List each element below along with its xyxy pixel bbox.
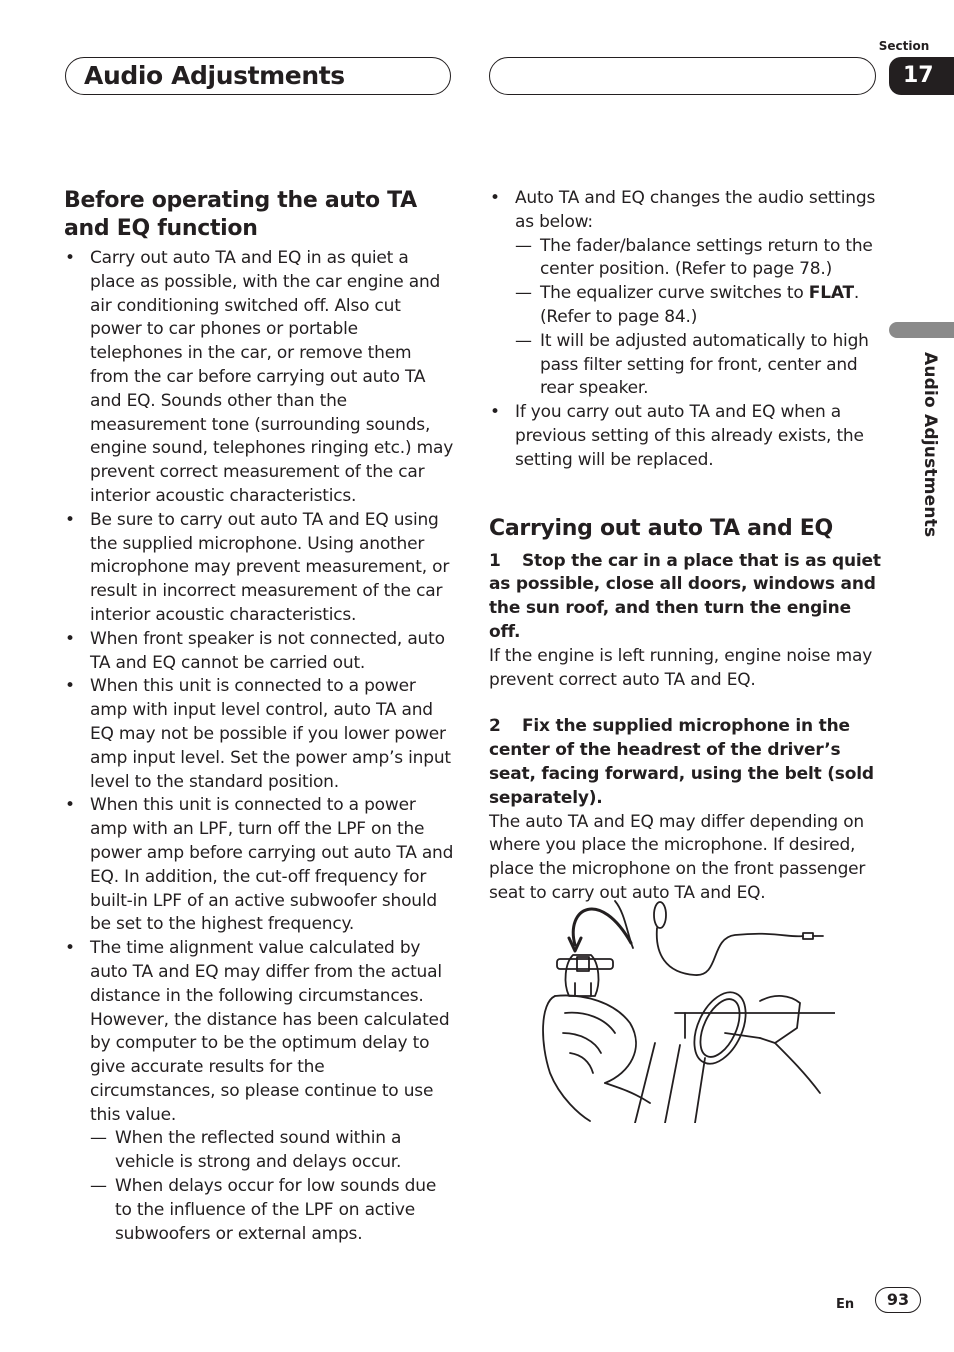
list-item <box>64 247 454 509</box>
list-item <box>64 937 454 1246</box>
list-item <box>64 675 454 794</box>
step-2 <box>489 715 883 905</box>
side-tab-label: Audio Adjustments <box>920 352 940 538</box>
left-column <box>64 187 454 1246</box>
precautions-list <box>64 247 454 1246</box>
sub-list-item <box>515 282 883 330</box>
language-label: En <box>836 1297 855 1312</box>
step-title <box>489 550 883 645</box>
list-item-text: Carry out auto TA and EQ in as quiet a place as possible, with the car engine and air conditioning switched off. Also cut power to car phones or portable telephones in the car, or remove them from the car before carrying out auto TA and EQ. Sounds other than the measurement tone (surrounding sounds, engine sound, telephones ringing etc.) may prevent correct measurement of the car interior acoustic characteristics. <box>90 248 454 506</box>
step-title-text: Fix the supplied microphone in the center of the headrest of the driver’s seat, facing forward, using the belt (sold separately). <box>489 716 874 808</box>
step-number: 2 <box>489 716 501 737</box>
section-heading-carrying-out: Carrying out auto TA and EQ <box>489 515 833 541</box>
step-body: The auto TA and EQ may differ depending on where you place the microphone. If desired, place the microphone on the front passenger seat to carry out auto TA and EQ. <box>489 811 866 903</box>
page-title: Audio Adjustments <box>84 61 345 90</box>
list-item <box>489 187 883 401</box>
sub-list-item-text: . (Refer to page 84.) <box>540 283 860 327</box>
circumstances-sublist <box>90 1127 454 1246</box>
sub-list-item: — The fader/balance settings return to the center position. (Refer to page 78.) <box>515 235 883 283</box>
section-heading-before-operating: Before operating the auto TA and EQ function <box>64 188 417 241</box>
header-right-frame <box>489 57 876 95</box>
microphone-on-headrest-illustration <box>535 893 835 1123</box>
settings-list <box>489 187 883 473</box>
list-item-text: When front speaker is not connected, auto TA and EQ cannot be carried out. <box>90 628 445 673</box>
right-column <box>489 187 883 906</box>
sub-list-item: — It will be adjusted automatically to high pass filter setting for front, center and rear speaker. <box>515 330 883 401</box>
list-item-text: When this unit is connected to a power amp with input level control, auto TA and EQ may not be possible if you lower power amp input level. Set the power amp’s input level to the standard position. <box>90 676 451 792</box>
list-item-text: The time alignment value calculated by auto TA and EQ may differ from the actual distance in the following circumstances. However, the distance has been calculated by computer to be the optimum delay to give accurate results for the circumstances, so please continue to use this value. <box>90 938 450 1125</box>
step-title <box>489 715 883 810</box>
flat-setting-label: FLAT <box>808 283 854 304</box>
list-item-text: Auto TA and EQ changes the audio settings as below: <box>515 188 876 232</box>
section-label: Section <box>878 39 930 53</box>
list-item <box>64 509 454 628</box>
step-title-text: Stop the car in a place that is as quiet as possible, close all doors, windows and the sun roof, and then turn the engine off. <box>489 550 881 642</box>
settings-sublist <box>515 235 883 402</box>
page-number: 93 <box>875 1287 921 1313</box>
list-item-text: Be sure to carry out auto TA and EQ using the supplied microphone. Using another microphone may prevent measurement, or result in incorrect measurement of the car interior acoustic characteristics. <box>90 509 450 625</box>
sub-list-item: — When delays occur for low sounds due to the influence of the LPF on active subwoofers or external amps. <box>90 1175 454 1246</box>
side-tab-marker <box>889 322 954 338</box>
list-item <box>64 628 454 676</box>
step-body: If the engine is left running, engine noise may prevent correct auto TA and EQ. <box>489 645 873 690</box>
section-number-badge: 17 <box>889 57 954 95</box>
sub-list-item: — When the reflected sound within a vehicle is strong and delays occur. <box>90 1127 454 1175</box>
list-item-text: If you carry out auto TA and EQ when a previous setting of this already exists, the setting will be replaced. <box>515 402 864 470</box>
step-number: 1 <box>489 550 501 571</box>
step-1 <box>489 550 883 693</box>
sub-list-item-text: The equalizer curve switches to <box>540 283 809 304</box>
list-item <box>489 401 883 472</box>
list-item-text: When this unit is connected to a power amp with an LPF, turn off the LPF on the power amp before carrying out auto TA and EQ. In addition, the cut-off frequency for built-in LPF of an active subwoofer should be set to the highest frequency. <box>90 795 454 935</box>
list-item <box>64 794 454 937</box>
